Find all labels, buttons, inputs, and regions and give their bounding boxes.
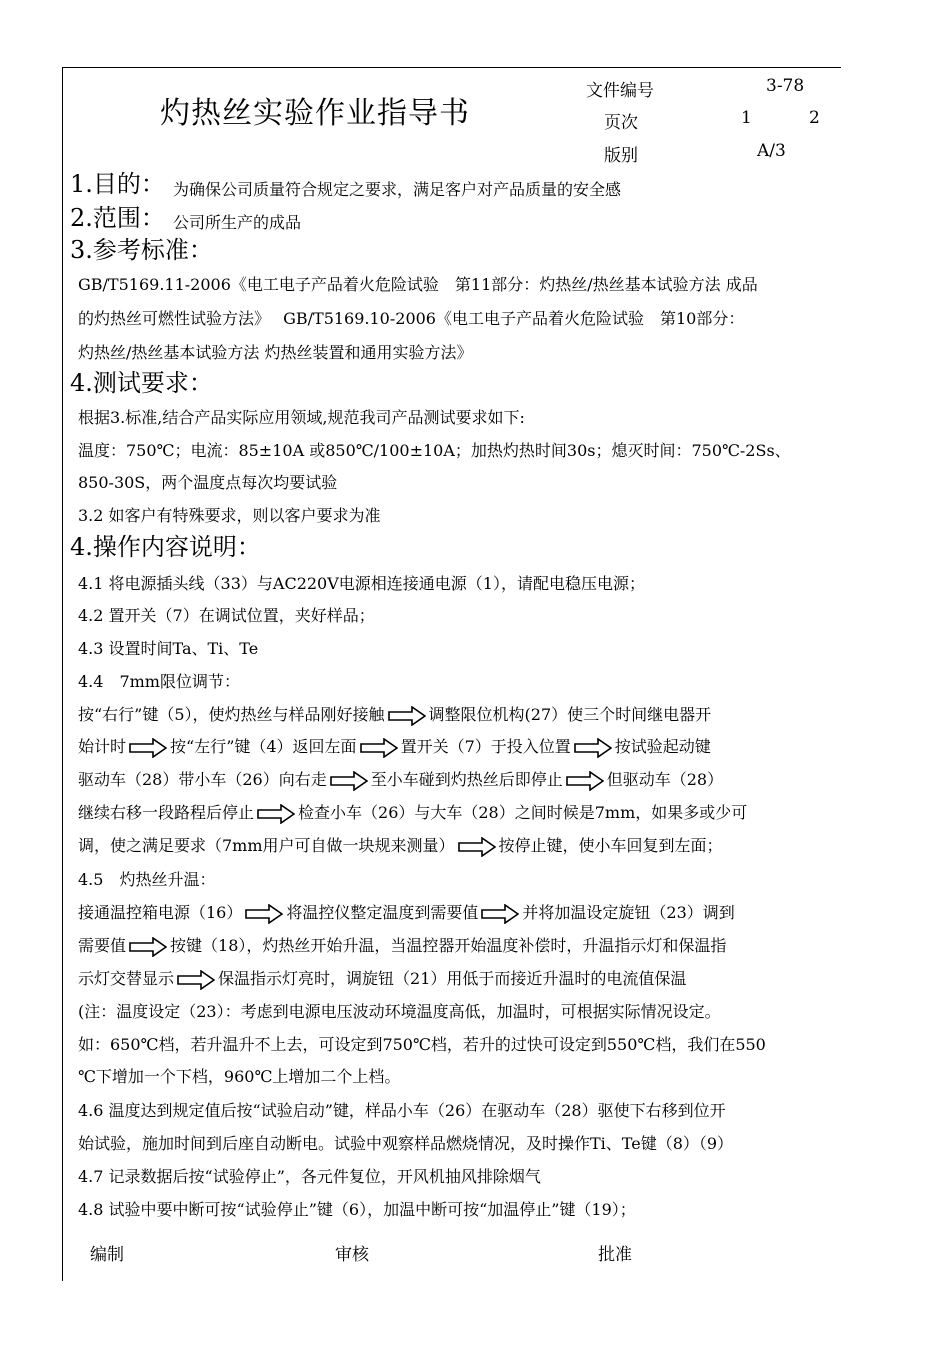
flow-text: 调，使之满足要求（7mm用户可自做一块规来测量） [78,836,455,855]
flow-text: 按“右行”键（5），使灼热丝与样品刚好接触 [78,705,385,724]
flow-text: 驱动车（28）带小车（26）向右走 [78,770,327,789]
flow-text: 保温指示灯亮时，调旋钮（21）用低于而接近升温时的电流值保温 [218,969,687,988]
version-value: A/3 [757,141,786,161]
flow-text: 检查小车（26）与大车（28）之间时候是7mm，如果多或少可 [298,803,748,822]
page-label: 页次 [604,113,638,133]
section-operation-heading: 4.操作内容说明： [70,533,261,561]
flow-arrow-icon [129,738,167,758]
flow-arrow-icon [458,837,496,857]
flow-line [78,900,735,924]
flow-text: 按“左行”键（4）返回左面 [170,737,357,756]
flow-text: 调整限位机构(27）使三个时间继电器开 [428,705,712,724]
flow-text: 将温控仪整定温度到需要值 [286,903,479,922]
requirements-line: 850-30S，两个温度点每次均要试验 [78,473,338,492]
section-test-requirements-heading: 4.测试要求： [70,369,213,397]
flow-text: 至小车碰到灼热丝后即停止 [370,770,563,789]
flow-text: 需要值 [78,936,127,955]
flow-line [78,800,747,824]
flow-arrow-icon [245,904,283,924]
flow-arrow-icon [481,904,519,924]
section-scope-heading: 2.范围： [70,204,165,232]
flow-arrow-icon [257,804,295,824]
note-line: (注：温度设定（23）：考虑到电源电压波动环境温度高低，加温时，可根据实际情况设定。 [78,1002,721,1021]
flow-arrow-icon [129,937,167,957]
doc-number-value: 3-78 [766,76,805,96]
note-line: 如：650℃档，若升温升不上去，可设定到750℃档，若升的过快可设定到550℃档，我们在550 [78,1035,766,1054]
operation-step: 4.7 记录数据后按“试验停止”，各元件复位，开风机抽风排除烟气 [78,1167,541,1186]
flow-text: 始计时 [78,737,127,756]
section-standards-heading: 3.参考标准： [70,236,213,264]
flow-text: 按试验起动键 [614,737,711,756]
doc-number-label: 文件编号 [586,81,654,101]
flow-text: 按键（18），灼热丝开始升温，当温控器开始温度补偿时，升温指示灯和保温指 [170,936,727,955]
approved-by-label: 批准 [598,1245,632,1265]
flow-text: 接通温控箱电源（16） [78,903,243,922]
operation-step: 4.6 温度达到规定值后按“试验启动”键，样品小车（26）在驱动车（28）驱使下右移到位开 [78,1101,726,1120]
reviewed-by-label: 审核 [335,1245,369,1265]
flow-arrow-icon [360,738,398,758]
requirements-line: 根据3.标准,结合产品实际应用领域,规范我司产品测试要求如下: [78,408,525,427]
standards-line: 灼热丝/热丝基本试验方法 灼热丝装置和通用实验方法》 [78,343,473,362]
flow-text: 继续右移一段路程后停止 [78,803,255,822]
flow-line [78,734,711,758]
operation-step: 4.5 灼热丝升温： [78,870,216,889]
flow-arrow-icon [330,771,368,791]
flow-text: 但驱动车（28） [606,770,724,789]
requirements-line: 3.2 如客户有特殊要求，则以客户要求为准 [78,506,381,525]
page-value-total: 2 [809,108,820,128]
version-label: 版别 [604,146,638,166]
flow-arrow-icon [388,706,426,726]
document-title: 灼热丝实验作业指导书 [160,96,470,131]
flow-line [78,767,723,791]
note-line: ℃下增加一个下档，960℃上增加二个上档。 [78,1067,401,1086]
operation-step: 4.8 试验中要中断可按“试验停止”键（6），加温中断可按“加温停止”键（19）； [78,1200,636,1219]
operation-step: 始试验，施加时间到后座自动断电。试验中观察样品燃烧情况，及时操作Ti、Te键（8）（9） [78,1134,734,1153]
flow-arrow-icon [177,970,215,990]
section-purpose-heading: 1.目的： [70,170,165,198]
operation-step: 4.2 置开关（7）在调试位置，夹好样品； [78,606,375,625]
standards-line: 的灼热丝可燃性试验方法》 GB/T5169.10-2006《电工电子产品着火危险试验 第10部分： [78,309,745,328]
operation-step: 4.1 将电源插头线（33）与AC220V电源相连接通电源（1），请配电稳压电源； [78,574,645,593]
page-value-current: 1 [741,108,752,128]
flow-text: 按停止键，使小车回复到左面； [498,836,723,855]
section-purpose-text: 为确保公司质量符合规定之要求，满足客户对产品质量的安全感 [173,180,622,199]
operation-step: 4.4 7mm限位调节： [78,672,240,691]
operation-step: 4.3 设置时间Ta、Ti、Te [78,639,259,658]
requirements-line: 温度：750℃；电流：85±10A 或850℃/100±10A；加热灼热时间30s；熄灭时间：750℃-2Ss、 [78,441,791,460]
section-scope-text: 公司所生产的成品 [173,213,302,232]
flow-line [78,702,711,726]
flow-arrow-icon [566,771,604,791]
flow-text: 置开关（7）于投入位置 [400,737,571,756]
flow-line [78,933,726,957]
flow-text: 示灯交替显示 [78,969,175,988]
flow-line [78,833,723,857]
standards-line: GB/T5169.11-2006《电工电子产品着火危险试验 第11部分：灼热丝/热丝基本试验方法 成品 [78,275,758,294]
flow-arrow-icon [574,738,612,758]
flow-text: 并将加温设定旋钮（23）调到 [522,903,735,922]
flow-line [78,966,686,990]
compiled-by-label: 编制 [90,1245,124,1265]
